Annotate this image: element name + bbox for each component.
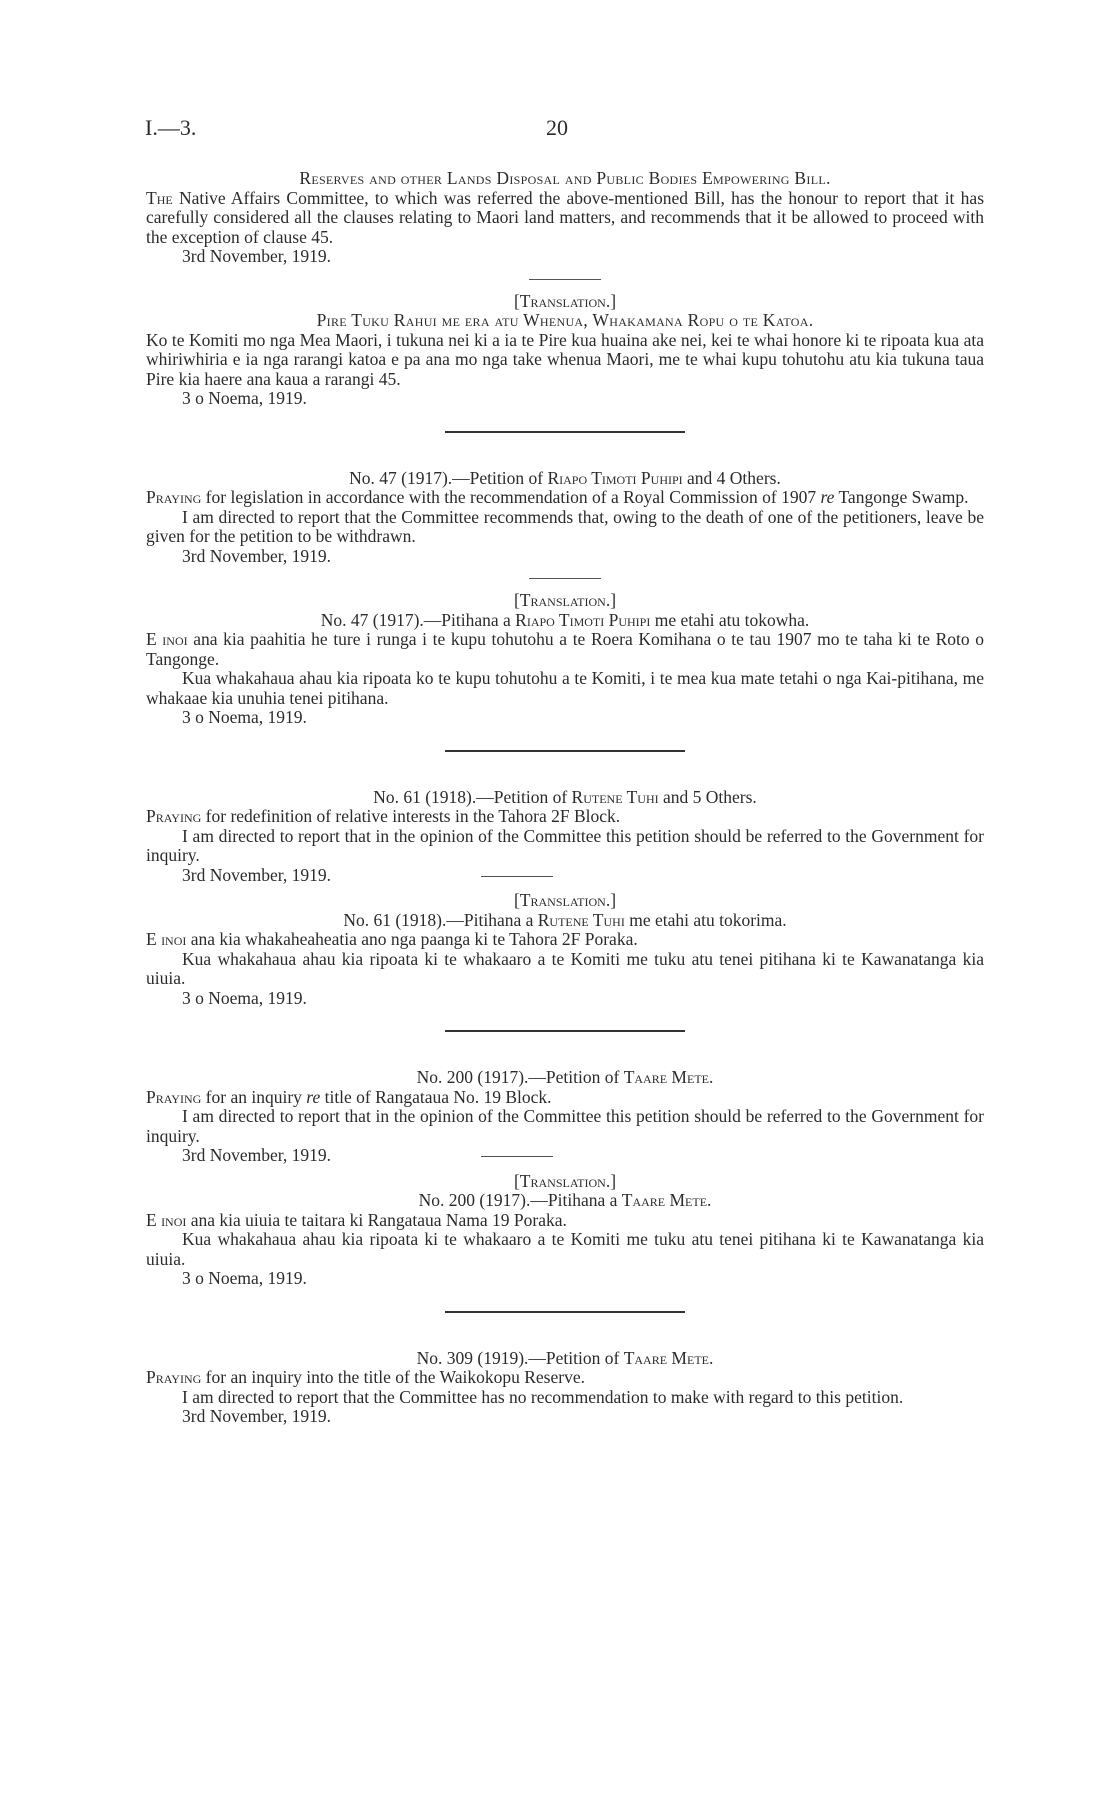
reserves-bill-report <box>146 189 984 248</box>
page-content <box>146 169 984 1427</box>
petition-47-praying-lead: Praying <box>146 487 202 507</box>
petition-47-translation-petitioner: Riapo Timoti Puhipi <box>515 609 651 630</box>
petition-47-number: No. 47 (1917).—Petition of <box>349 467 544 488</box>
translation-label: [Translation.] <box>513 1170 617 1191</box>
petition-47-title-rest: and 4 Others. <box>687 467 781 488</box>
petition-47-praying-end: Tangonge Swamp. <box>838 487 969 507</box>
reserves-bill-body: Native Affairs Committee, to which was referred the above-mentioned Bill, has the honour to report that it has carefully considered all the clauses relating to Maori land matters, and recommends that it be allowed to proceed with the exception of clause 45. <box>146 187 985 247</box>
petition-200-petitioner: Taare Mete. <box>623 1067 714 1087</box>
petition-200-translation-lead: E inoi <box>146 1209 187 1230</box>
petition-61-translation-body: ana kia whakaheaheatia ano nga paanga ki te Tahora 2F Poraka. <box>190 929 638 949</box>
petition-61-translation-petitioner: Rutene Tuhi <box>537 909 625 930</box>
petition-200-translation-petitioner: Taare Mete. <box>621 1190 712 1210</box>
petition-200-report: I am directed to report that in the opinion of the Committee this petition should be referred to the Government for inquiry. <box>146 1106 984 1146</box>
petition-47-praying-text: for legislation in accordance with the recommendation of a Royal Commission of 1907 <box>205 487 817 507</box>
section-rule <box>445 750 685 752</box>
section-divider <box>481 876 553 877</box>
translation-label: [Translation.] <box>513 590 617 610</box>
reserves-bill-date: 3rd November, 1919. <box>182 246 331 266</box>
petition-200-translation-date: 3 o Noema, 1919. <box>182 1268 307 1288</box>
petition-200-date-text: 3rd November, 1919. <box>182 1145 331 1165</box>
reserves-bill-title: Reserves and other Lands Disposal and Public Bodies Empowering Bill. <box>299 168 831 188</box>
petition-47-petitioner: Riapo Timoti Puhipi <box>547 467 683 488</box>
petition-47-date: 3rd November, 1919. <box>182 545 331 566</box>
petition-47-report: I am directed to report that the Committee recommends that, owing to the death of one of the petitioners, leave be given for the petition to be withdrawn. <box>146 506 984 546</box>
petition-200-praying-end: title of Rangataua No. 19 Block. <box>324 1086 552 1107</box>
page-number: 20 <box>546 115 568 140</box>
petition-47-translation-number: No. 47 (1917).—Pitihana a <box>320 609 511 630</box>
petition-200-number: No. 200 (1917).—Petition of <box>416 1067 620 1087</box>
reserves-bill-section <box>146 169 984 409</box>
petition-309-praying-lead: Praying <box>146 1367 202 1387</box>
petition-309-section <box>146 1349 984 1427</box>
petition-47-title <box>146 469 984 489</box>
petition-61-petitioner: Rutene Tuhi <box>571 786 659 807</box>
petition-61-translation-report: Kua whakahaua ahau kia ripoata ki te whakaaro a te Komiti me tuku atu tenei pitihana ki te Kawanatanga kia uiuia. <box>146 948 984 988</box>
petition-47-translation-date: 3 o Noema, 1919. <box>182 707 307 727</box>
petition-61-report: I am directed to report that in the opinion of the Committee this petition should be referred to the Government for inquiry. <box>146 825 984 865</box>
section-rule <box>445 1311 685 1313</box>
petition-61-prayer <box>146 807 984 827</box>
petition-200-section <box>146 1068 984 1289</box>
petition-200-translation-title <box>146 1191 984 1211</box>
petition-47-translation-title-rest: me etahi atu tokowha. <box>654 609 810 630</box>
petition-61-translation-title <box>146 911 984 931</box>
petition-200-prayer <box>146 1088 984 1108</box>
petition-61-praying-text: for redefinition of relative interests in the Tahora 2F Block. <box>205 806 621 826</box>
petition-309-number: No. 309 (1919).—Petition of <box>416 1347 620 1368</box>
petition-61-date-text: 3rd November, 1919. <box>182 864 331 885</box>
petition-47-translation-lead: E inoi <box>146 629 188 649</box>
reserves-bill-translation-date: 3 o Noema, 1919. <box>182 388 307 408</box>
section-rule <box>445 431 685 433</box>
petition-309-praying-text: for an inquiry into the title of the Waikokopu Reserve. <box>205 1367 585 1387</box>
petition-61-translation-lead: E inoi <box>146 929 187 949</box>
petition-200-praying-lead: Praying <box>146 1086 202 1107</box>
petition-47-section <box>146 469 984 728</box>
reserves-bill-lead: The <box>146 187 173 208</box>
petition-61-section <box>146 788 984 1009</box>
petition-61-translation-number: No. 61 (1918).—Pitihana a <box>343 909 534 930</box>
reserves-bill-translation-title: Pire Tuku Rahui me era atu Whenua, Whakamana Ropu o te Katoa. <box>316 310 814 330</box>
petition-309-title <box>146 1349 984 1369</box>
petition-61-title-rest: and 5 Others. <box>662 786 757 807</box>
petition-61-translation-prayer <box>146 930 984 950</box>
petition-47-prayer <box>146 488 984 508</box>
petition-47-translation-title <box>146 611 984 631</box>
section-divider <box>481 1156 553 1157</box>
section-divider <box>529 578 601 579</box>
petition-61-praying-lead: Praying <box>146 806 202 826</box>
reserves-bill-translation-body: Ko te Komiti mo nga Mea Maori, i tukuna nei ki a ia te Pire kua huaina ake nei, kei te whai honore ki te ripoata kua ata whiriwhiria e ia nga rarangi katoa e pa ana mo nga take whenua Maori, me te whai kupu tohutohu atu kia tukuna taua Pire kia haere ana kaua a rarangi 45. <box>146 329 984 389</box>
paper-reference: I.—3. <box>145 115 197 140</box>
petition-200-translation-report: Kua whakahaua ahau kia ripoata ki te whakaaro a te Komiti me tuku atu tenei pitihana ki te Kawanatanga kia uiuia. <box>146 1229 984 1269</box>
petition-200-translation-prayer <box>146 1211 984 1231</box>
petition-309-prayer <box>146 1368 984 1388</box>
translation-label: [Translation.] <box>513 290 617 311</box>
petition-61-number: No. 61 (1918).—Petition of <box>373 786 568 807</box>
section-rule <box>445 1030 685 1032</box>
petition-47-translation-report: Kua whakahaua ahau kia ripoata ko te kupu tohutohu a te Komiti, i te mea kua mate tetahi o nga Kai-pitihana, me whakaae kia unuhia tenei pitihana. <box>146 668 984 708</box>
petition-61-translation-date: 3 o Noema, 1919. <box>182 987 307 1008</box>
petition-61-title <box>146 788 984 808</box>
petition-200-translation-body: ana kia uiuia te taitara ki Rangataua Nama 19 Poraka. <box>190 1209 567 1230</box>
section-divider <box>529 279 601 280</box>
page-header <box>0 115 1114 144</box>
petition-309-report: I am directed to report that the Committee has no recommendation to make with regard to this petition. <box>182 1386 904 1407</box>
petition-47-praying-re: re <box>820 487 835 507</box>
petition-200-translation-number: No. 200 (1917).—Pitihana a <box>418 1190 618 1210</box>
petition-200-praying-text: for an inquiry <box>205 1086 302 1107</box>
petition-200-title <box>146 1068 984 1088</box>
petition-200-date <box>146 1146 984 1166</box>
petition-309-petitioner: Taare Mete. <box>623 1347 714 1368</box>
petition-47-translation-body: ana kia paahitia he ture i runga i te kupu tohutohu a te Roera Komihana o te tau 1907 mo te taha ki te Roto o Tangonge. <box>146 629 985 669</box>
petition-47-translation-prayer <box>146 630 984 669</box>
petition-200-praying-re: re <box>306 1086 321 1107</box>
petition-61-date <box>146 866 984 886</box>
petition-61-translation-title-rest: me etahi atu tokorima. <box>629 909 787 930</box>
translation-label: [Translation.] <box>513 890 617 910</box>
petition-309-date: 3rd November, 1919. <box>182 1406 331 1426</box>
